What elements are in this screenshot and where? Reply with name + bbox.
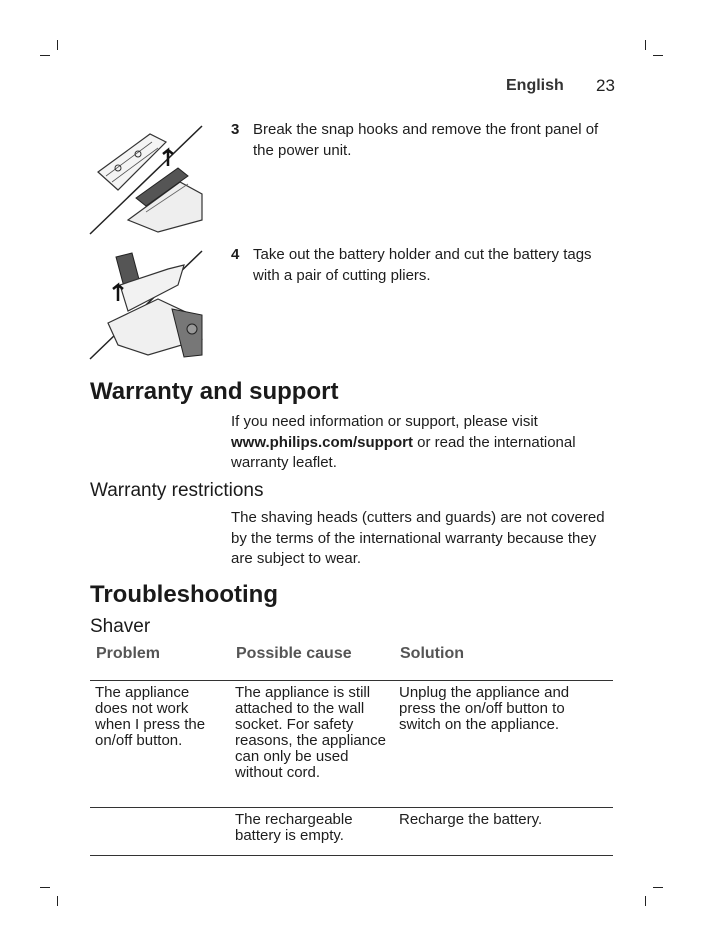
cell-problem: The appliance does not work when I press the on/off button.: [90, 681, 230, 808]
warranty-restrictions-text: The shaving heads (cutters and guards) are not covered by the terms of the international warranty because they are subject to wear.: [231, 509, 605, 567]
step-number: 3: [231, 121, 240, 138]
step-3: [231, 119, 611, 161]
subsection-title-restrictions: Warranty restrictions: [90, 480, 264, 501]
column-header-cause: Possible cause: [230, 640, 394, 681]
crop-mark: [645, 40, 646, 50]
crop-mark: [57, 896, 58, 906]
cell-cause: The appliance is still attached to the wall socket. For safety reasons, the appliance can only be used without cord.: [230, 681, 394, 808]
table-header-row: [90, 640, 613, 681]
section-title-troubleshooting: Troubleshooting: [90, 581, 278, 608]
column-header-problem: Problem: [90, 640, 230, 681]
step-text: Take out the battery holder and cut the battery tags with a pair of cutting pliers.: [253, 246, 592, 284]
illustration-remove-front-panel: [88, 120, 206, 238]
step-text: Break the snap hooks and remove the front panel of the power unit.: [253, 121, 599, 159]
warranty-intro: [231, 412, 616, 474]
column-header-solution: Solution: [394, 640, 613, 681]
step-4: [231, 244, 611, 286]
warranty-intro-text: or read the international warranty leaflet.: [231, 433, 576, 471]
step-number: 4: [231, 246, 240, 263]
support-link[interactable]: www.philips.com/support: [231, 433, 413, 451]
table-row: [90, 808, 613, 856]
troubleshooting-table: [90, 640, 613, 856]
crop-mark: [645, 896, 646, 906]
illustration-cut-battery-tags: [88, 245, 206, 363]
warranty-intro-text: If you need information or support, please visit: [231, 413, 538, 430]
cell-solution: Recharge the battery.: [394, 808, 613, 856]
section-title-warranty: Warranty and support: [90, 378, 339, 405]
cell-cause: The rechargeable battery is empty.: [230, 808, 394, 856]
crop-mark: [653, 887, 663, 888]
page-number: 23: [596, 76, 615, 95]
cell-problem: [90, 808, 230, 856]
header-language: English: [506, 77, 564, 94]
subsection-title-shaver: Shaver: [90, 616, 151, 637]
crop-mark: [40, 55, 50, 56]
crop-mark: [653, 55, 663, 56]
cell-solution: Unplug the appliance and press the on/off button to switch on the appliance.: [394, 681, 613, 808]
table-row: [90, 681, 613, 808]
crop-mark: [57, 40, 58, 50]
crop-mark: [40, 887, 50, 888]
